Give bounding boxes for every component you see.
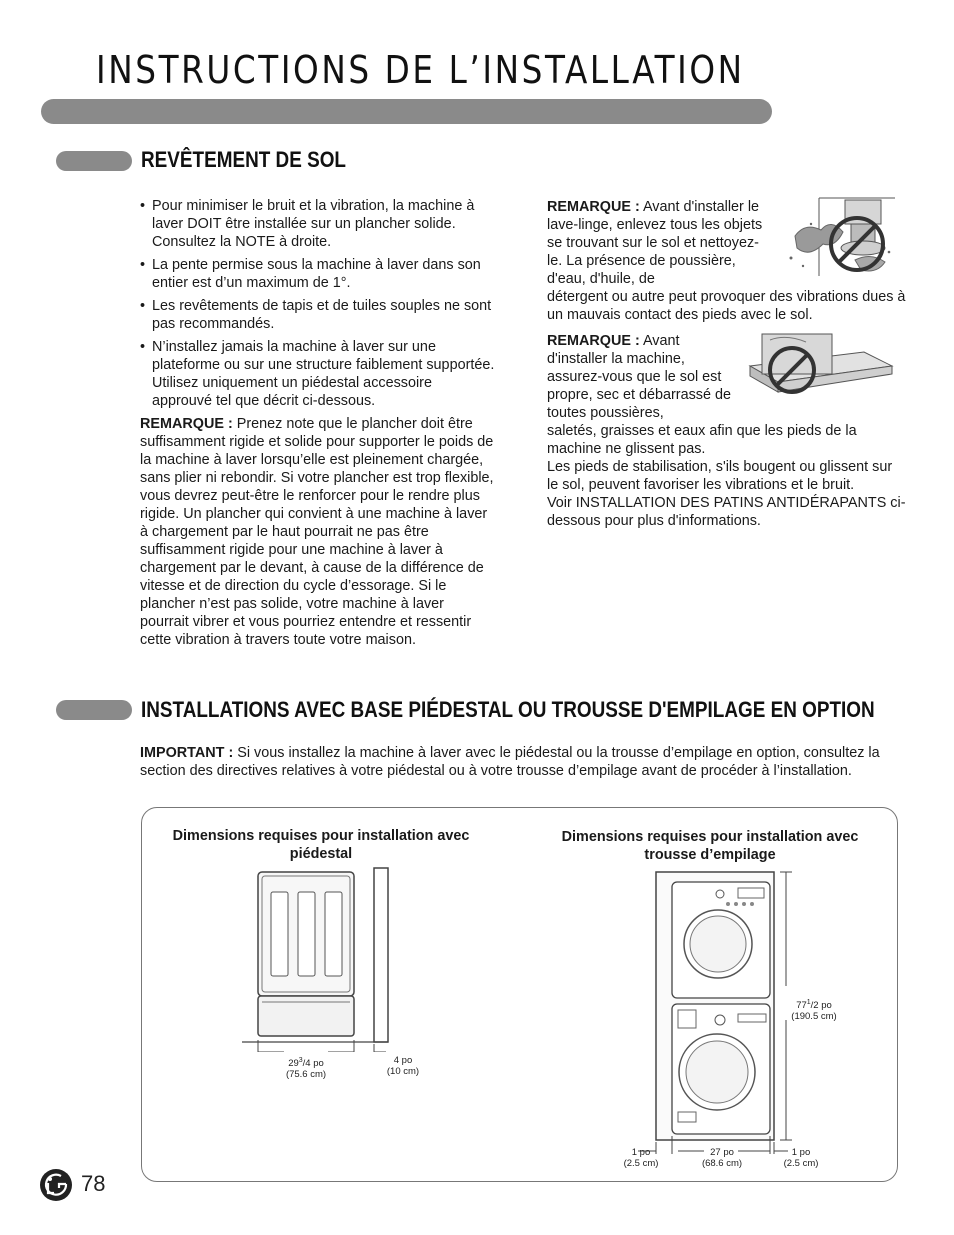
- gap-cm: (10 cm): [386, 1066, 420, 1077]
- stacking-diagram-title: Dimensions requises pour installation avec trousse d’empilage: [561, 829, 859, 863]
- height-den: /2 po: [810, 1000, 832, 1012]
- flooring-left-column: [140, 197, 495, 649]
- floor-note-paragraph: [140, 415, 495, 649]
- note1-wide-text: détergent ou autre peut provoquer des vibrations dues à un mauvais contact des pieds avec le sol.: [547, 289, 906, 323]
- note1-label: REMARQUE :: [547, 199, 640, 215]
- left-gap-cm: (2.5 cm): [623, 1158, 659, 1169]
- important-text: Si vous installez la machine à laver avec le piédestal ou la trousse d’empilage en option, consultez la section des directives relatives à votre piédestal ou à votre trousse d’empilage avant de procéder à l’installation.: [140, 745, 880, 779]
- pedestal-gap-label: [378, 1055, 428, 1077]
- note2-extra-text: Les pieds de stabilisation, s'ils bougent ou glissent sur le sol, peuvent favoriser les vibrations et le bruit.: [547, 459, 893, 493]
- note2-see-text: Voir INSTALLATION DES PATINS ANTIDÉRAPANTS ci-dessous pour plus d'informations.: [547, 495, 906, 529]
- height-sup: 1: [806, 999, 811, 1006]
- important-paragraph: [140, 744, 920, 780]
- bullet-item: • Les revêtements de tapis et de tuiles souples ne sont pas recommandés.: [140, 297, 495, 333]
- note2-narrow: [547, 332, 742, 422]
- bullet-item: • La pente permise sous la machine à laver dans son entier est d’un maximum de 1°.: [140, 256, 495, 292]
- width-cm: (75.6 cm): [285, 1069, 327, 1081]
- right-gap-inches: 1 po: [791, 1147, 811, 1158]
- bullet-item: • Pour minimiser le bruit et la vibration, la machine à laver DOIT être installée sur un plancher solide. Consultez la NOTE à droite.: [140, 197, 495, 251]
- lg-logo-icon: [39, 1168, 73, 1202]
- section-pill-marker: [56, 700, 132, 720]
- stack-height-label: [784, 997, 844, 1022]
- page-title: INSTRUCTIONS DE L’INSTALLATION: [96, 48, 745, 92]
- note2-wide-text: saletés, graisses et eaux afin que les pieds de la machine ne glissent pas.: [547, 423, 857, 457]
- important-text-block: [140, 744, 920, 780]
- flooring-bullet-list: [140, 197, 495, 410]
- stack-width-label: [692, 1147, 752, 1169]
- pedestal-heading: INSTALLATIONS AVEC BASE PIÉDESTAL OU TROUSSE D'EMPILAGE EN OPTION: [141, 697, 875, 722]
- width-cm: (68.6 cm): [701, 1158, 743, 1169]
- page-number: 78: [81, 1171, 106, 1196]
- section-pill-marker: [56, 151, 132, 171]
- height-cm: (190.5 cm): [791, 1011, 837, 1023]
- pedestal-washer-diagram: [238, 866, 398, 1052]
- note-label: REMARQUE :: [140, 416, 233, 432]
- platform-warning-illustration: [746, 330, 896, 410]
- pedestal-width-label: [276, 1055, 336, 1080]
- width-inches: 27 po: [710, 1147, 734, 1158]
- gap-inches: 4 po: [393, 1055, 413, 1066]
- note1-narrow-text: Avant d'installer le lave-linge, enlevez tous les objets se trouvant sur le sol et nettoyez-le. La présence de poussière, d'eau, d'huile, de: [547, 199, 763, 287]
- height-whole: 77: [796, 1000, 807, 1012]
- stack-left-gap-label: [614, 1147, 668, 1169]
- right-gap-cm: (2.5 cm): [783, 1158, 819, 1169]
- title-bar-divider: [41, 99, 772, 124]
- note1-narrow: [547, 198, 767, 288]
- flooring-heading: REVÊTEMENT DE SOL: [141, 147, 346, 172]
- debris-warning-illustration: [785, 196, 897, 278]
- pedestal-diagram-title: Dimensions requises pour installation avec piédestal: [172, 828, 470, 862]
- note-text: Prenez note que le plancher doit être suffisamment rigide et solide pour supporter le poids de la machine à laver lorsqu’elle est pleinement chargée, sans plier ni rebondir. Si votre plancher est trop flexible, vous devrez peut-être le renforcer pour le rendre plus rigide. Un plancher qui convient à une machine à laver à chargement par le haut pourrait ne pas être suffisamment rigide pour une machine à laver à chargement par le devant, à cause de la différence de vitesse et de direction du cycle d’essorage. Si le plancher n’est pas solide, votre machine à laver pourrait vibrer et vous pourriez entendre et ressentir cette vibration à travers toute votre maison.: [140, 416, 494, 648]
- width-sup: 3: [298, 1057, 303, 1064]
- important-label: IMPORTANT :: [140, 745, 234, 761]
- note2-narrow-text: Avant d'installer la machine, assurez-vous que le sol est propre, sec et débarrassé de toutes poussières,: [547, 333, 731, 421]
- bullet-item: • N’installez jamais la machine à laver sur une plateforme ou sur une structure faiblement supportée. Utilisez uniquement un piédestal accessoire approuvé tel que décrit ci-dessous.: [140, 338, 495, 410]
- note2-label: REMARQUE :: [547, 333, 640, 349]
- left-gap-inches: 1 po: [631, 1147, 651, 1158]
- stack-right-gap-label: [774, 1147, 828, 1169]
- width-den: /4 po: [302, 1058, 324, 1070]
- width-whole: 29: [288, 1058, 299, 1070]
